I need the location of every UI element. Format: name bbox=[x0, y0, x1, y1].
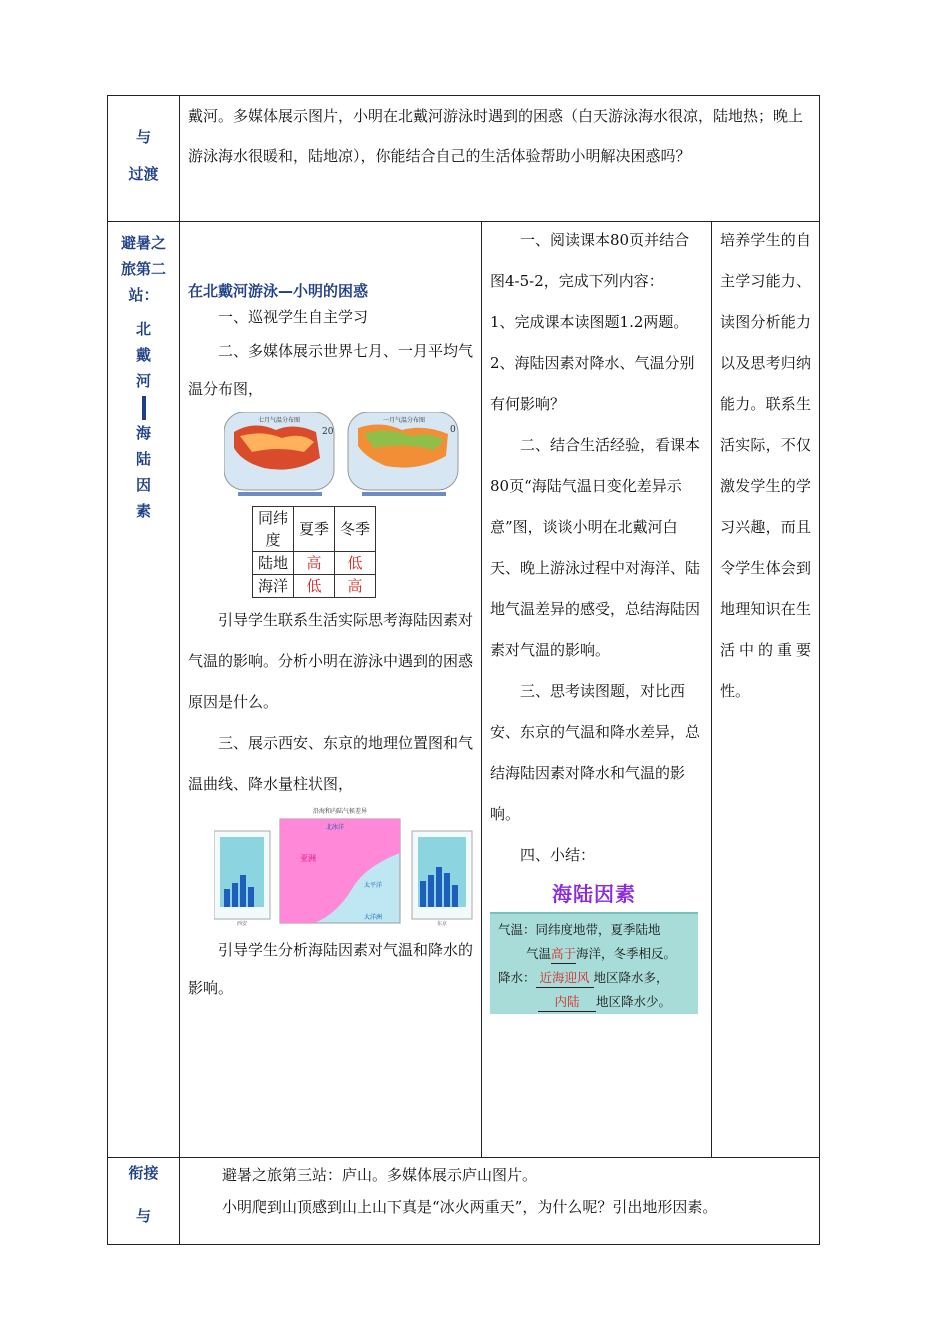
vertical-bar bbox=[142, 396, 146, 420]
place-char: 北 bbox=[135, 320, 151, 338]
summary-text: 地区降水少。 bbox=[596, 994, 672, 1009]
summary-line bbox=[498, 942, 690, 966]
teacher-step: 二、多媒体展示世界七月、一月平均气温分布图， bbox=[188, 342, 474, 398]
map2-label: 大洋洲 bbox=[364, 914, 383, 921]
bridge-row bbox=[108, 1158, 820, 1245]
table-header-cell: 冬季 bbox=[335, 507, 376, 552]
teacher-step: 一、巡视学生自主学习 bbox=[218, 308, 369, 326]
summary-card bbox=[490, 876, 698, 1012]
station-title-line: 站： bbox=[128, 286, 159, 304]
july-map-number: 20 bbox=[322, 427, 334, 437]
station-title-line: 避暑之 bbox=[120, 234, 166, 252]
summary-line bbox=[498, 966, 690, 990]
summary-text: 同纬度地带，夏季陆地 bbox=[535, 922, 661, 937]
summary-answer: 高于 bbox=[551, 945, 576, 964]
city-label: 东京 bbox=[436, 921, 448, 927]
bridge-line: 避暑之旅第三站：庐山。多媒体展示庐山图片。 bbox=[222, 1166, 538, 1184]
temperature-maps bbox=[188, 412, 473, 500]
coast-inland-figure bbox=[188, 807, 473, 929]
design-purpose bbox=[712, 222, 820, 1158]
row-label-line: 过渡 bbox=[128, 165, 159, 183]
teacher-heading: 在北戴河游泳—小明的困惑 bbox=[188, 282, 369, 300]
land-sea-table bbox=[252, 506, 376, 598]
station-label bbox=[108, 222, 180, 1158]
temperature-maps-image bbox=[224, 412, 464, 500]
city-label: 西安 bbox=[236, 921, 248, 927]
teacher-activity bbox=[180, 222, 482, 1158]
summary-line bbox=[498, 918, 690, 942]
student-step: 二、结合生活经验，看课本80页“海陆气温日变化差异示意”图，谈谈小明在北戴河白天、晚上游泳过程中对海洋、陆地气温差异的感受，总结海陆因素对气温的影响。 bbox=[490, 436, 701, 659]
summary-panel bbox=[490, 912, 698, 1014]
summary-answer: 近海迎风 bbox=[536, 969, 594, 988]
student-step: 1、完成课本读图题1.2两题。 bbox=[490, 313, 689, 331]
purpose-text: 培养学生的自主学习能力、读图分析能力以及思考归纳能力。联系生活实际，不仅激发学生的学习兴趣，而且令学生体会到地理知识在生活中的重要性。 bbox=[720, 231, 811, 700]
teacher-step: 引导学生联系生活实际思考海陆因素对气温的影响。分析小明在游泳中遇到的困惑原因是什么。 bbox=[188, 611, 474, 711]
summary-answer: 内陆 bbox=[538, 993, 596, 1012]
topic-char: 海 bbox=[135, 424, 151, 442]
row-label bbox=[108, 1158, 180, 1245]
jan-map-number: 0 bbox=[450, 425, 456, 435]
student-step: 四、小结： bbox=[520, 846, 596, 864]
table-cell: 高 bbox=[335, 575, 376, 598]
transition-row bbox=[108, 96, 820, 222]
table-cell: 陆地 bbox=[253, 552, 294, 575]
bridge-line: 小明爬到山顶感到山上山下真是“冰火两重天”，为什么呢？引出地形因素。 bbox=[222, 1198, 718, 1216]
summary-line bbox=[498, 990, 690, 1014]
teacher-step: 引导学生分析海陆因素对气温和降水的影响。 bbox=[188, 941, 474, 997]
topic-char: 陆 bbox=[135, 450, 151, 468]
row-label-line: 与 bbox=[135, 1207, 151, 1225]
transition-paragraph: 戴河。多媒体展示图片，小明在北戴河游泳时遇到的困惑（白天游泳海水很凉，陆地热；晚上游泳海水很暖和，陆地凉），你能结合自己的生活体验帮助小明解决困惑吗？ bbox=[188, 107, 804, 165]
topic-char: 素 bbox=[135, 502, 151, 520]
student-step: 一、阅读课本80页并结合图4-5-2，完成下列内容： bbox=[490, 231, 690, 290]
map2-label: 亚洲 bbox=[300, 854, 316, 863]
summary-label: 气温： bbox=[498, 922, 536, 937]
row-label-line: 衔接 bbox=[128, 1164, 159, 1182]
teacher-step: 三、展示西安、东京的地理位置图和气温曲线、降水量柱状图， bbox=[188, 734, 474, 793]
summary-text: 气温 bbox=[526, 946, 552, 961]
station-title-line: 旅第二 bbox=[120, 260, 166, 278]
place-char: 戴 bbox=[135, 346, 151, 364]
table-cell: 高 bbox=[294, 552, 335, 575]
summary-text: 地区降水多， bbox=[593, 970, 669, 985]
map2-title: 沿海和内陆气候差异 bbox=[312, 808, 368, 815]
place-char: 河 bbox=[135, 372, 151, 390]
table-cell: 海洋 bbox=[253, 575, 294, 598]
coast-inland-image bbox=[214, 807, 478, 929]
lesson-plan-table bbox=[107, 95, 820, 1245]
student-step: 2、海陆因素对降水、气温分别有何影响？ bbox=[490, 354, 695, 413]
student-step: 三、思考读图题，对比西安、东京的气温和降水差异，总结海陆因素对降水和气温的影响。 bbox=[490, 682, 701, 823]
table-header-cell: 同纬度 bbox=[253, 507, 294, 552]
table-header-cell: 夏季 bbox=[294, 507, 335, 552]
bridge-text bbox=[180, 1158, 820, 1245]
summary-text: 海洋，冬季相反。 bbox=[576, 946, 677, 961]
station-two-row bbox=[108, 222, 820, 1158]
student-activity bbox=[482, 222, 712, 1158]
summary-title: 海陆因素 bbox=[552, 882, 636, 906]
map2-label: 太平洋 bbox=[364, 882, 383, 889]
transition-text bbox=[180, 96, 820, 222]
table-cell: 低 bbox=[335, 552, 376, 575]
table-cell: 低 bbox=[294, 575, 335, 598]
row-label-line: 与 bbox=[135, 128, 151, 146]
summary-label: 降水： bbox=[498, 970, 536, 985]
july-map-title: 七月气温分布图 bbox=[257, 417, 301, 424]
map2-label: 北冰洋 bbox=[326, 824, 345, 831]
jan-map-title: 一月气温分布图 bbox=[382, 417, 426, 424]
row-label bbox=[108, 96, 180, 222]
topic-char: 因 bbox=[135, 476, 151, 494]
